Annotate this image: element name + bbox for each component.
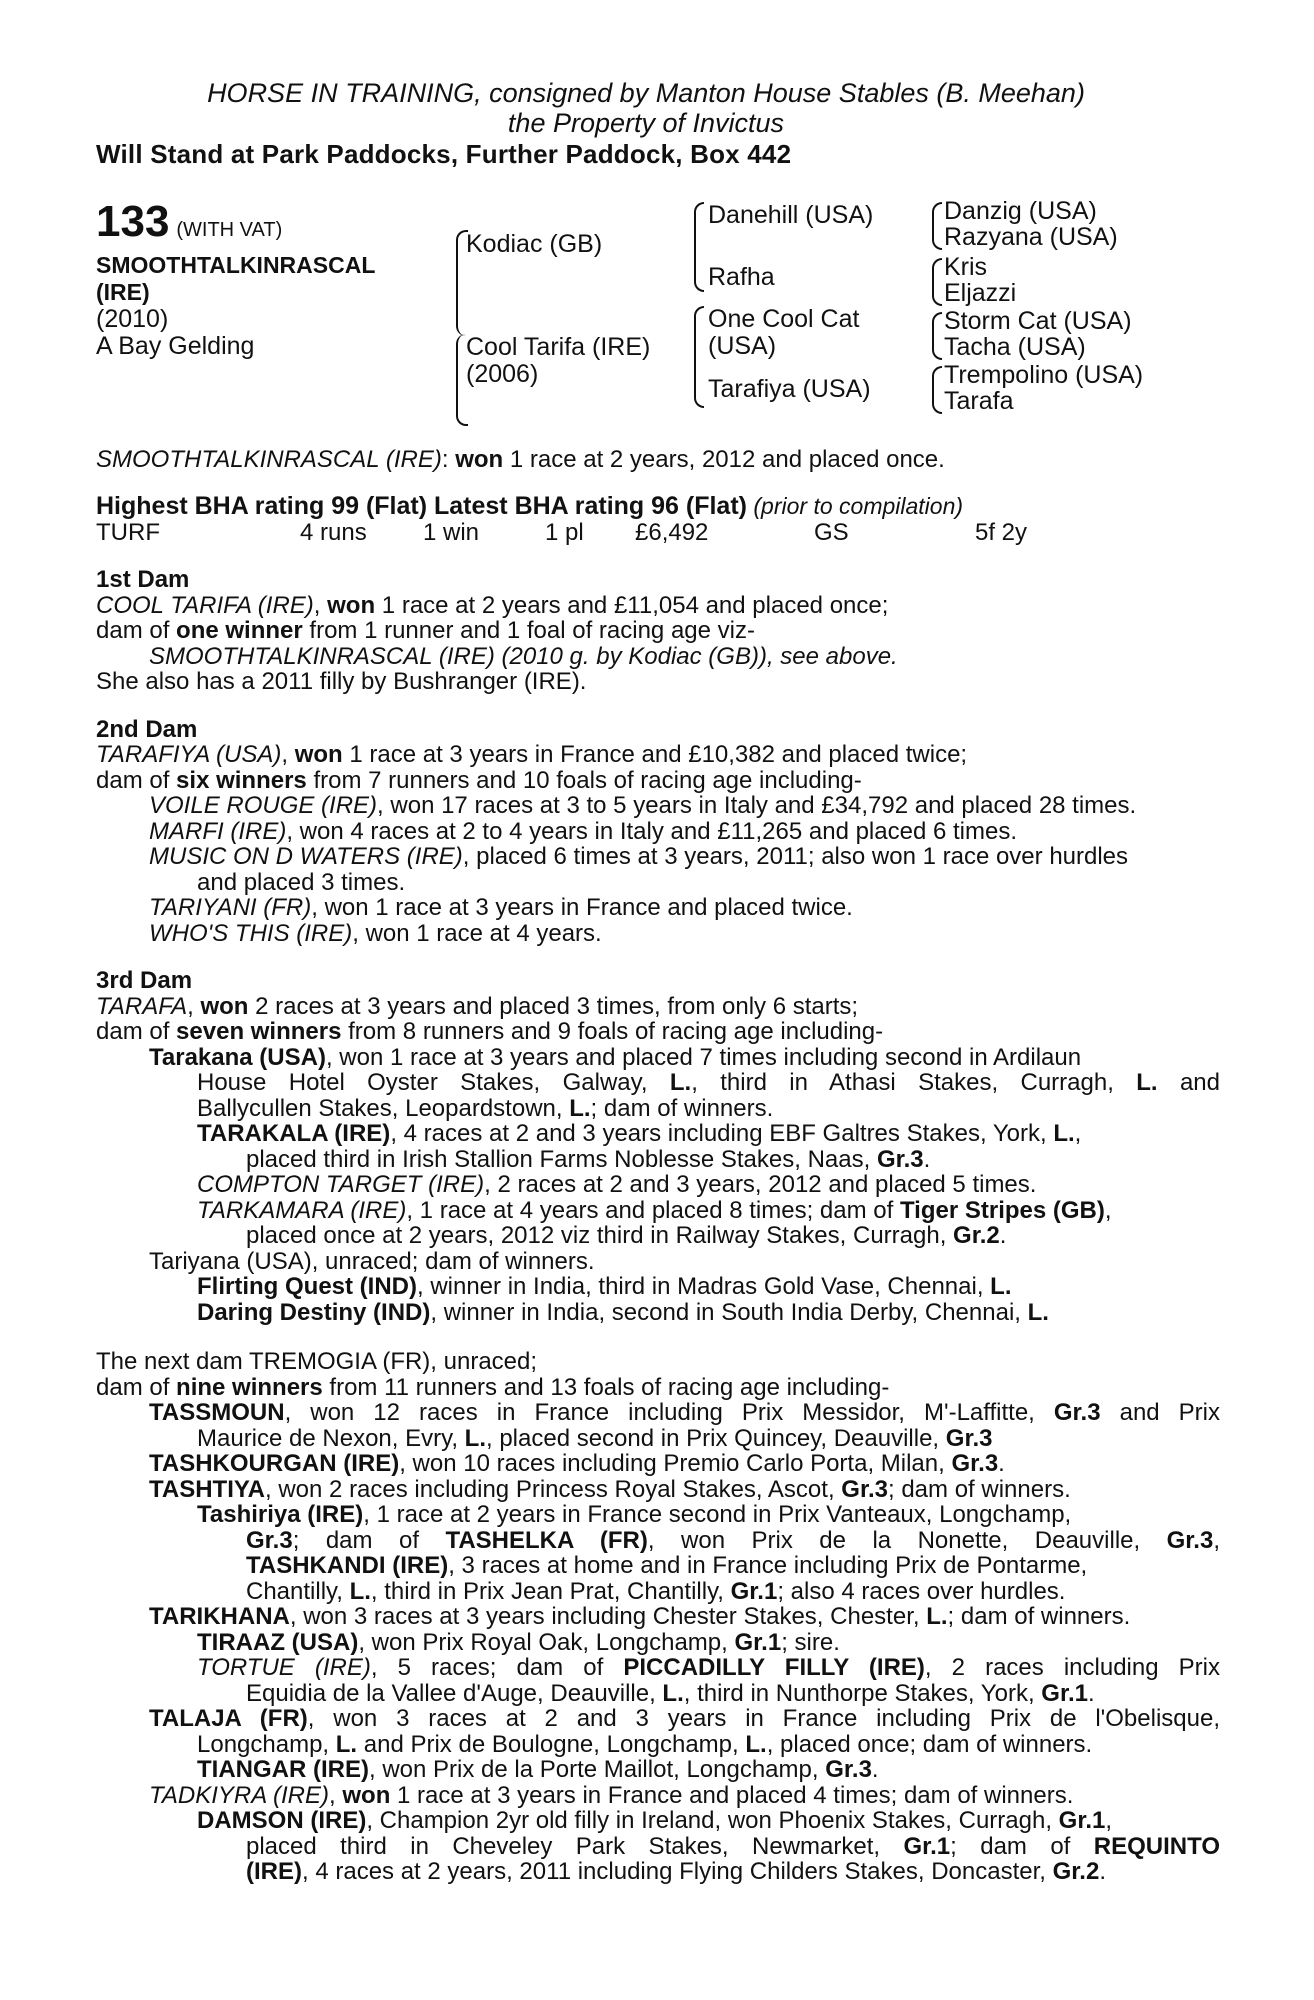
third-dam-produce: dam of seven winners from 8 runners and 9 foals of racing age including- [96, 1018, 884, 1045]
produce-item-cont: placed once at 2 years, 2012 viz third in Railway Stakes, Curragh, Gr.2. [246, 1222, 1007, 1249]
turf-stats [96, 520, 1220, 546]
summary-rest: 1 race at 2 years, 2012 and placed once. [503, 445, 945, 473]
second-dam-line: TARAFIYA (USA), won 1 race at 3 years in France and £10,382 and placed twice; [96, 741, 968, 768]
ped-sds: Kris [944, 252, 988, 281]
horse-suffix: (IRE) [96, 278, 150, 305]
produce-item-cont: House Hotel Oyster Stakes, Galway, L., third in Athasi Stakes, Curragh, L. and [197, 1069, 1220, 1096]
ped-dss: Storm Cat (USA) [944, 306, 1132, 335]
produce-item-cont: Longchamp, L. and Prix de Boulogne, Longchamp, L., placed once; dam of winners. [197, 1730, 1093, 1758]
ped-dsd: Tacha (USA) [944, 332, 1086, 361]
rating-section [96, 494, 1220, 545]
produce-item: WHO'S THIS (IRE), won 1 race at 4 years. [149, 919, 602, 947]
third-dam-section [96, 968, 1220, 1325]
produce-item: TARIKHANA, won 3 races at 3 years including Chester Stakes, Chester, L.; dam of winners. [149, 1603, 1131, 1630]
first-dam-produce: dam of one winner from 1 runner and 1 foal of racing age viz- [96, 617, 755, 644]
produce-item: Daring Destiny (IND), winner in India, second in South India Derby, Chennai, L. [197, 1298, 1049, 1326]
stat-prize: £6,492 [635, 518, 709, 546]
first-dam-line: COOL TARIFA (IRE), won 1 race at 2 years and £11,054 and placed once; [96, 591, 889, 619]
first-dam-note: She also has a 2011 filly by Bushranger (IRE). [96, 668, 587, 695]
sire: Kodiac (GB) [466, 229, 603, 258]
ped-ddd: Tarafa [944, 386, 1014, 415]
g3-bracket-1 [932, 202, 942, 250]
produce-item: TALAJA (FR), won 3 races at 2 and 3 years in France including Prix de l'Obelisque, [149, 1705, 1221, 1732]
next-dam-produce: dam of nine winners from 11 runners and 13 foals of racing age including- [96, 1373, 890, 1401]
second-dam-heading: 2nd Dam [96, 715, 198, 743]
produce-item: TIANGAR (IRE), won Prix de la Porte Maillot, Longchamp, Gr.3. [197, 1756, 879, 1783]
produce-item: Tariyana (USA), unraced; dam of winners. [149, 1247, 595, 1275]
produce-item: MUSIC ON D WATERS (IRE), placed 6 times at 3 years, 2011; also won 1 race over hurdles [149, 843, 1129, 870]
produce-item: VOILE ROUGE (IRE), won 17 races at 3 to 5 years in Italy and £34,792 and placed 28 times. [149, 792, 1137, 819]
summary-won: won [455, 445, 504, 473]
vat-label: (WITH VAT) [176, 218, 283, 241]
catalogue-page [96, 78, 1220, 1885]
dam: Cool Tarifa (IRE) [466, 332, 651, 361]
stat-wins: 1 win [423, 518, 480, 546]
stat-going: GS [814, 518, 849, 546]
foaling-year: (2010) [96, 304, 169, 333]
second-dam-produce: dam of six winners from 7 runners and 10 foals of racing age including- [96, 766, 862, 794]
rating-bold: Highest BHA rating 99 (Flat) Latest BHA rating 96 (Flat) [96, 492, 747, 520]
next-dam-section [96, 1349, 1220, 1885]
summary-colon: : [441, 445, 456, 473]
produce-item: TASHKOURGAN (IRE), won 10 races including Premio Carlo Porta, Milan, Gr.3. [149, 1450, 1005, 1477]
g3-bracket-2 [932, 258, 942, 306]
dam-sire-suffix: (USA) [708, 331, 777, 360]
produce-item-cont: Equidia de la Vallee d'Auge, Deauville, L., third in Nunthorpe Stakes, York, Gr.1. [246, 1679, 1095, 1707]
property-line: the Property of Invictus [507, 108, 785, 138]
rating-line [96, 494, 1220, 520]
produce-item-cont: Chantilly, L., third in Prix Jean Prat, Chantilly, Gr.1; also 4 races over hurdles. [246, 1577, 1066, 1605]
produce-item-cont: TASHKANDI (IRE), 3 races at home and in France including Prix de Pontarme, [246, 1552, 1088, 1579]
produce-item: Tarakana (USA), won 1 race at 3 years and placed 7 times including second in Ardilaun [149, 1043, 1082, 1071]
produce-item: TADKIYRA (IRE), won 1 race at 3 years in France and placed 4 times; dam of winners. [149, 1781, 1074, 1809]
produce-item: Tashiriya (IRE), 1 race at 2 years in France second in Prix Vanteaux, Longchamp, [197, 1501, 1072, 1528]
produce-item-cont: placed third in Irish Stallion Farms Noblesse Stakes, Naas, Gr.3. [246, 1145, 931, 1173]
summary-name: SMOOTHTALKINRASCAL (IRE) [96, 445, 442, 473]
dam-year: (2006) [466, 359, 539, 388]
produce-item: COMPTON TARGET (IRE), 2 races at 2 and 3 years, 2012 and placed 5 times. [197, 1171, 1037, 1198]
stat-distance: 5f 2y [975, 518, 1028, 546]
produce-item: TIRAAZ (USA), won Prix Royal Oak, Longchamp, Gr.1; sire. [197, 1628, 840, 1656]
produce-item-cont: and placed 3 times. [197, 868, 406, 896]
horse-name: SMOOTHTALKINRASCAL [96, 251, 376, 278]
dam1-name: COOL TARIFA (IRE) [96, 591, 314, 619]
produce-item: TASHTIYA, won 2 races including Princess Royal Stakes, Ascot, Gr.3; dam of winners. [149, 1475, 1071, 1503]
produce-item: Flirting Quest (IND), winner in India, third in Madras Gold Vase, Chennai, L. [197, 1273, 1012, 1300]
ped-sdd: Eljazzi [944, 278, 1017, 307]
pedigree-block [96, 198, 1220, 433]
dam-dam: Tarafiya (USA) [708, 374, 871, 403]
sire-dam: Rafha [708, 262, 775, 291]
stat-surface: TURF [96, 518, 160, 546]
ped-sss: Danzig (USA) [944, 196, 1097, 225]
dam-sire: One Cool Cat [708, 304, 860, 333]
g3-bracket-4 [932, 366, 942, 414]
produce-item: TARKAMARA (IRE), 1 race at 4 years and placed 8 times; dam of Tiger Stripes (GB), [197, 1196, 1112, 1224]
stat-runs: 4 runs [300, 518, 367, 546]
produce-item-cont: Gr.3; dam of TASHELKA (FR), won Prix de la Nonette, Deauville, Gr.3, [246, 1526, 1220, 1554]
produce-item: TARAKALA (IRE), 4 races at 2 and 3 years including EBF Galtres Stakes, York, L., [197, 1120, 1082, 1147]
first-dam-offspring: SMOOTHTALKINRASCAL (IRE) (2010 g. by Kodiac (GB)), see above. [149, 642, 898, 670]
horse-description: A Bay Gelding [96, 331, 255, 360]
consignment-line: HORSE IN TRAINING, consigned by Manton House Stables (B. Meehan) [207, 78, 1085, 108]
produce-item-cont: Maurice de Nexon, Evry, L., placed second in Prix Quincey, Deauville, Gr.3 [197, 1424, 993, 1452]
second-dam-section [96, 717, 1220, 947]
race-summary [96, 447, 1220, 473]
sire-line-bracket [694, 202, 704, 292]
g3-bracket-3 [932, 312, 942, 360]
produce-item: TASSMOUN, won 12 races in France including Prix Messidor, M'-Laffitte, Gr.3 and Prix [149, 1399, 1220, 1426]
produce-item: TORTUE (IRE), 5 races; dam of PICCADILLY FILLY (IRE), 2 races including Prix [197, 1654, 1220, 1681]
ped-ssd: Razyana (USA) [944, 222, 1118, 251]
sire-sire: Danehill (USA) [708, 200, 874, 229]
lot-number-line [96, 196, 283, 246]
produce-item: DAMSON (IRE), Champion 2yr old filly in Ireland, won Phoenix Stakes, Curragh, Gr.1, [197, 1807, 1113, 1834]
stand-location: Will Stand at Park Paddocks, Further Paddock, Box 442 [96, 139, 792, 169]
produce-item-cont: (IRE), 4 races at 2 years, 2011 including Flying Childers Stakes, Doncaster, Gr.2. [246, 1858, 1106, 1885]
lot-number: 133 [96, 196, 170, 246]
next-dam-line: The next dam TREMOGIA (FR), unraced; [96, 1348, 538, 1375]
dam-line-bracket [694, 306, 704, 408]
first-dam-section [96, 567, 1220, 695]
third-dam-line: TARAFA, won 2 races at 3 years and placed 3 times, from only 6 starts; [96, 992, 859, 1020]
ped-dds: Trempolino (USA) [944, 360, 1144, 389]
produce-item-cont: placed third in Cheveley Park Stakes, Newmarket, Gr.1; dam of REQUINTO [246, 1832, 1221, 1860]
third-dam-heading: 3rd Dam [96, 967, 193, 994]
rating-note: (prior to compilation) [747, 493, 964, 519]
produce-item-cont: Ballycullen Stakes, Leopardstown, L.; dam of winners. [197, 1094, 774, 1122]
stat-placed: 1 pl [545, 518, 584, 546]
produce-item: MARFI (IRE), won 4 races at 2 to 4 years in Italy and £11,265 and placed 6 times. [149, 817, 1017, 845]
first-dam-heading: 1st Dam [96, 566, 190, 593]
produce-item: TARIYANI (FR), won 1 race at 3 years in France and placed twice. [149, 894, 853, 921]
